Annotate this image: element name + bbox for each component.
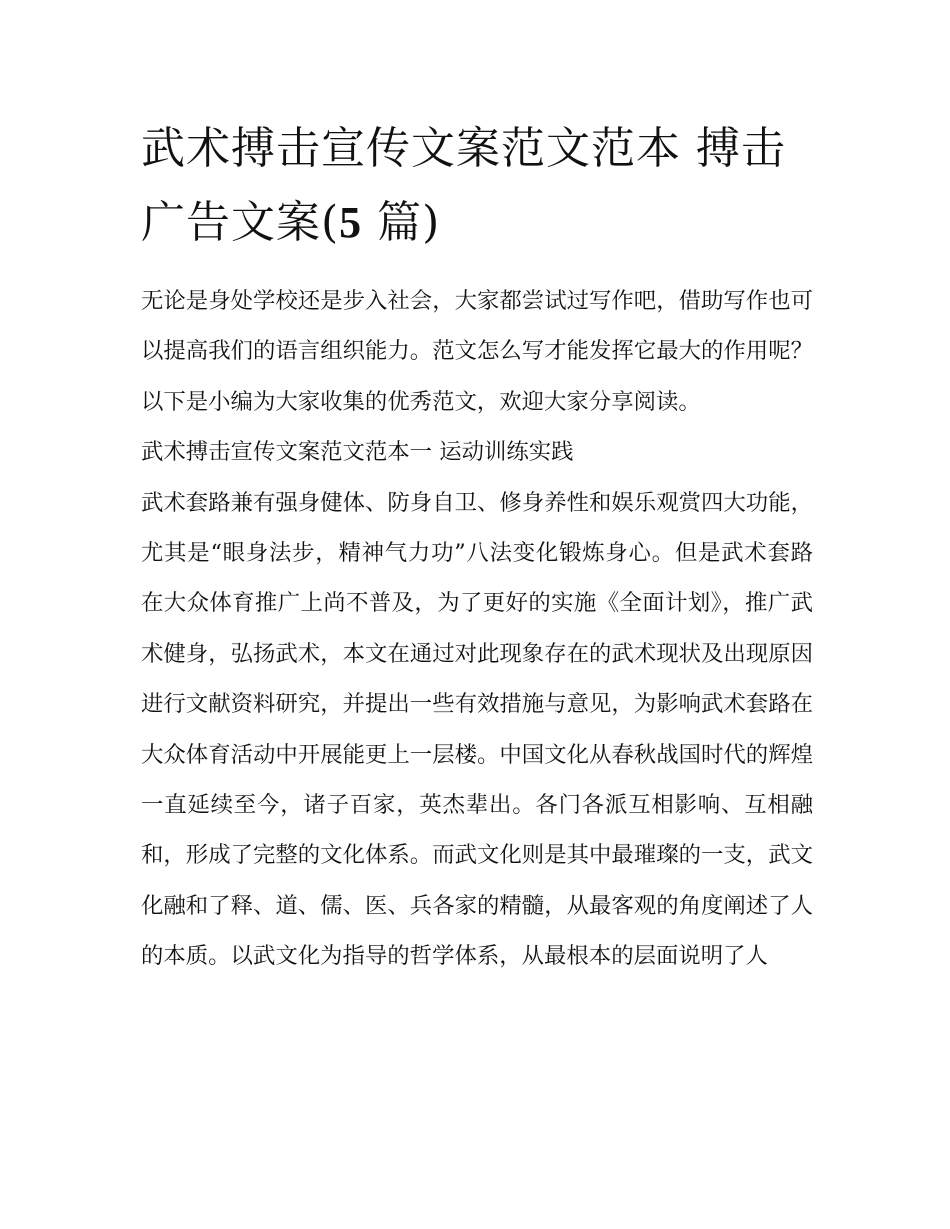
title-text-part2: 篇) [362,197,441,248]
document-title [141,112,813,260]
title-text-part1: 武术搏击宣传文案范文范本 搏击广告文案( [141,123,786,248]
intro-paragraph: 无论是身处学校还是步入社会，大家都尝试过写作吧，借助写作也可以提高我们的语言组织能力。范文怎么写才能发挥它最大的作用呢？以下是小编为大家收集的优秀范文，欢迎大家分享阅读。 [141,288,813,415]
body-paragraph: 武术套路兼有强身健体、防身自卫、修身养性和娱乐观赏四大功能，尤其是“眼身法步，精神气力功”八法变化锻炼身心。但是武术套路在大众体育推广上尚不普及，为了更好的实施《全面计划》，推广武术健身，弘扬武术，本文在通过对此现象存在的武术现状及出现原因进行文献资料研究，并提出一些有效措施与意见，为影响武术套路在大众体育活动中开展能更上一层楼。中国文化从春秋战国时代的辉煌一直延续至今，诸子百家，英杰辈出。各门各派互相影响、互相融和，形成了完整的文化体系。而武文化则是其中最璀璨的一支，武文化融和了释、道、儒、医、兵各家的精髓，从最客观的角度阐述了人的本质。以武文化为指导的哲学体系，从最根本的层面说明了人 [141,489,813,970]
title-number: 5 [339,198,363,247]
section-heading: 武术搏击宣传文案范文范本一 运动训练实践 [141,439,574,466]
page-content [141,112,813,982]
